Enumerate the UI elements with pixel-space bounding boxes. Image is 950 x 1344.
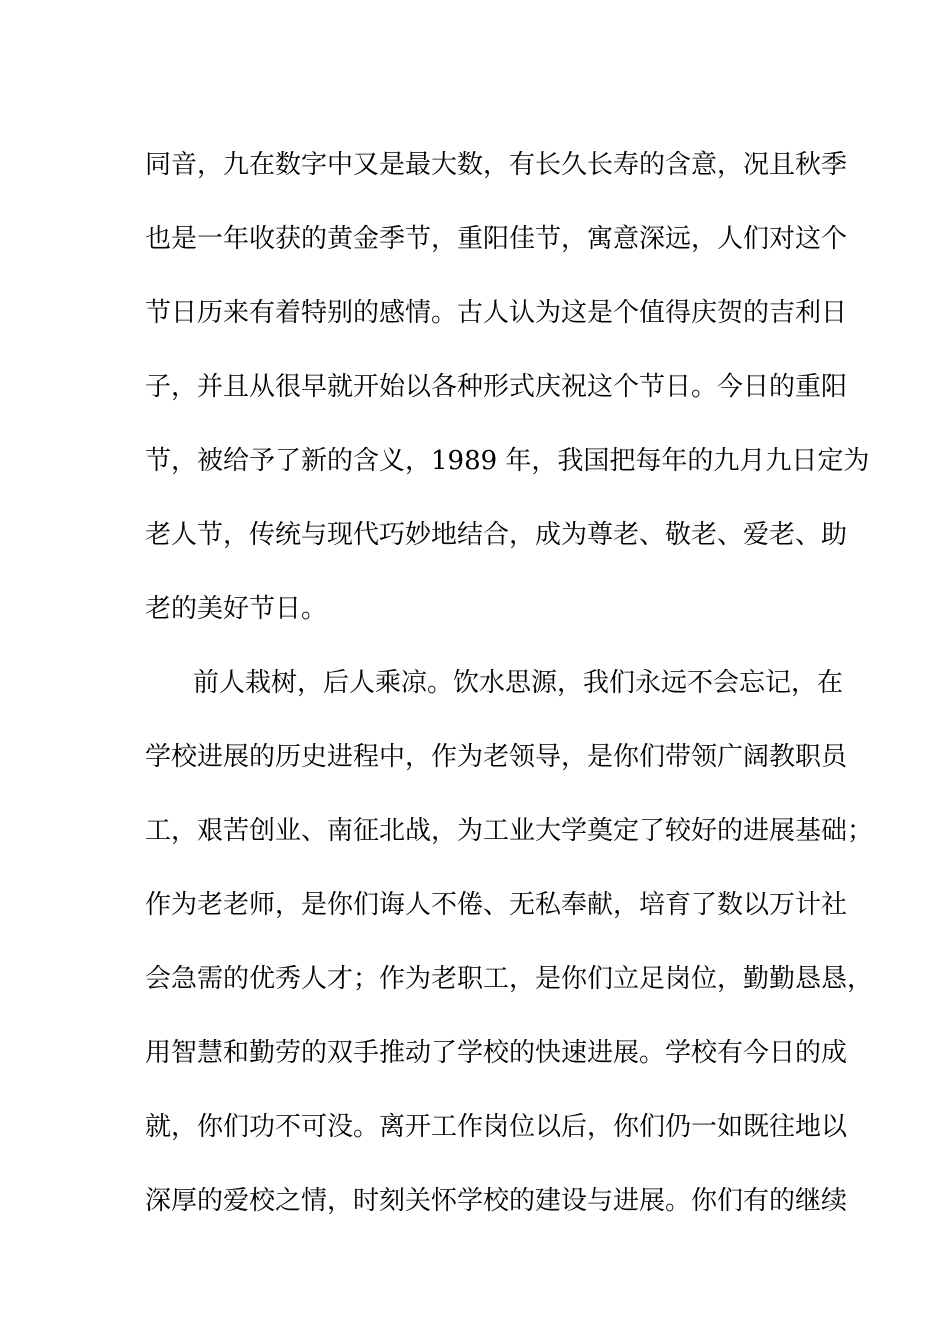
text-line: 工，艰苦创业、南征北战，为工业大学奠定了较好的进展基础； [145,816,874,846]
text-line: 会急需的优秀人才；作为老职工，是你们立足岗位，勤勤恳恳， [145,964,874,994]
body-text [145,128,874,1238]
text-line: 用智慧和勤劳的双手推动了学校的快速进展。学校有今日的成 [145,1038,848,1068]
text-line: 同音，九在数字中又是最大数，有长久长寿的含意，况且秋季 [145,150,848,180]
text-line: 子，并且从很早就开始以各种形式庆祝这个节日。今日的重阳 [145,372,848,402]
text-line: 节，被给予了新的含义，1989 年，我国把每年的九月九日定为 [145,446,870,476]
paragraph-start-line: 前人栽树，后人乘凉。饮水思源，我们永远不会忘记，在 [193,668,844,698]
text-line: 节日历来有着特别的感情。古人认为这是个值得庆贺的吉利日 [145,298,848,328]
text-line: 作为老老师，是你们诲人不倦、无私奉献，培育了数以万计社 [145,890,848,920]
text-line: 也是一年收获的黄金季节，重阳佳节，寓意深远，人们对这个 [145,224,848,254]
text-line: 学校进展的历史进程中，作为老领导，是你们带领广阔教职员 [145,742,848,772]
text-line: 深厚的爱校之情，时刻关怀学校的建设与进展。你们有的继续 [145,1186,848,1216]
text-line: 就，你们功不可没。离开工作岗位以后，你们仍一如既往地以 [145,1112,848,1142]
text-line: 老的美好节日。 [145,594,328,624]
text-line: 老人节，传统与现代巧妙地结合，成为尊老、敬老、爱老、助 [145,520,848,550]
